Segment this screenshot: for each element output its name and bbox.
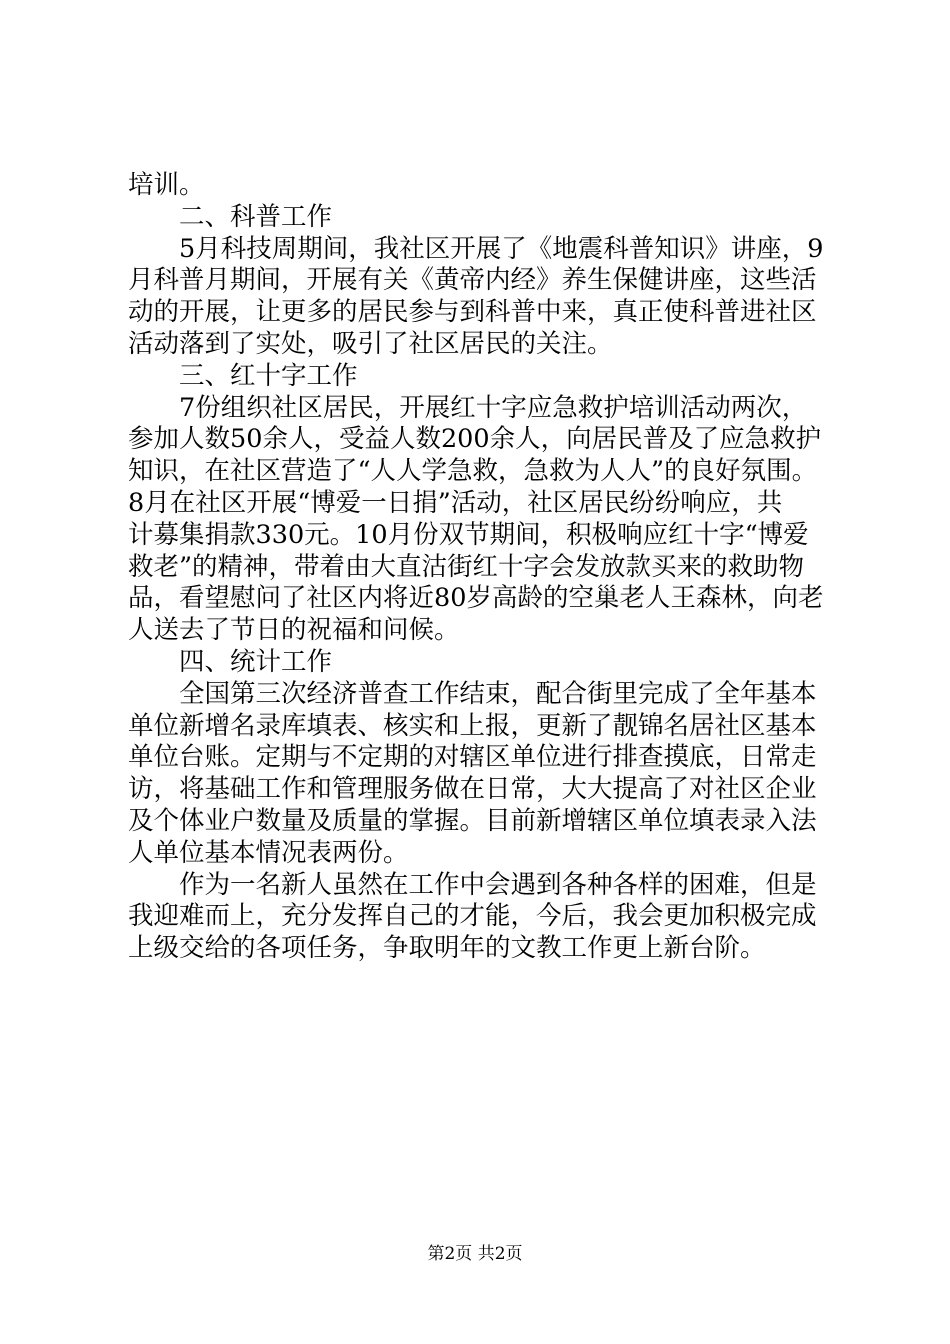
text-line: 人单位基本情况表两份。	[128, 837, 409, 868]
text-line: 动的开展，让更多的居民参与到科普中来，真正使科普进社区	[128, 297, 817, 328]
text-line: 三、红十字工作	[179, 360, 358, 391]
text-line: 单位台账。定期与不定期的对辖区单位进行排查摸底，日常走	[128, 742, 817, 773]
text-line: 我迎难而上，充分发挥自己的才能，今后，我会更加积极完成	[128, 901, 817, 932]
text-line: 7份组织社区居民，开展红十字应急救护培训活动两次，	[179, 392, 808, 423]
text-line: 单位新增名录库填表、核实和上报，更新了靓锦名居社区基本	[128, 710, 817, 741]
text-line: 上级交给的各项任务，争取明年的文教工作更上新台阶。	[128, 933, 766, 964]
text-line: 培训。	[128, 170, 205, 200]
text-line: 四、统计工作	[179, 646, 333, 677]
text-line: 知识，在社区营造了“人人学急救，急救为人人”的良好氛围。	[128, 456, 818, 487]
document-body	[128, 170, 840, 965]
page-footer: 第2页 共2页	[427, 1244, 523, 1264]
text-line: 作为一名新人虽然在工作中会遇到各种各样的困难，但是	[179, 869, 817, 900]
text-line: 及个体业户数量及质量的掌握。目前新增辖区单位填表录入法	[128, 805, 817, 836]
text-line: 参加人数50余人，受益人数200余人，向居民普及了应急救护	[128, 424, 822, 455]
text-line: 救老”的精神，带着由大直沽街红十字会发放款买来的救助物	[128, 551, 805, 582]
text-line: 活动落到了实处，吸引了社区居民的关注。	[128, 328, 613, 359]
text-line: 月科普月期间，开展有关《黄帝内经》养生保健讲座，这些活	[128, 265, 817, 296]
text-line: 5月科技周期间，我社区开展了《地震科普知识》讲座，9	[179, 233, 824, 264]
text-line: 全国第三次经济普查工作结束，配合街里完成了全年基本	[179, 678, 817, 709]
text-line: 人送去了节日的祝福和问候。	[128, 615, 460, 646]
text-line: 二、科普工作	[179, 201, 333, 232]
text-line: 品，看望慰问了社区内将近80岁高龄的空巢老人王森林，向老	[128, 583, 824, 614]
text-line: 计募集捐款330元。10月份双节期间，积极响应红十字“博爱	[128, 519, 809, 550]
text-line: 访，将基础工作和管理服务做在日常，大大提高了对社区企业	[128, 774, 817, 805]
text-line: 8月在社区开展“博爱一日捐”活动，社区居民纷纷响应，共	[128, 487, 783, 518]
